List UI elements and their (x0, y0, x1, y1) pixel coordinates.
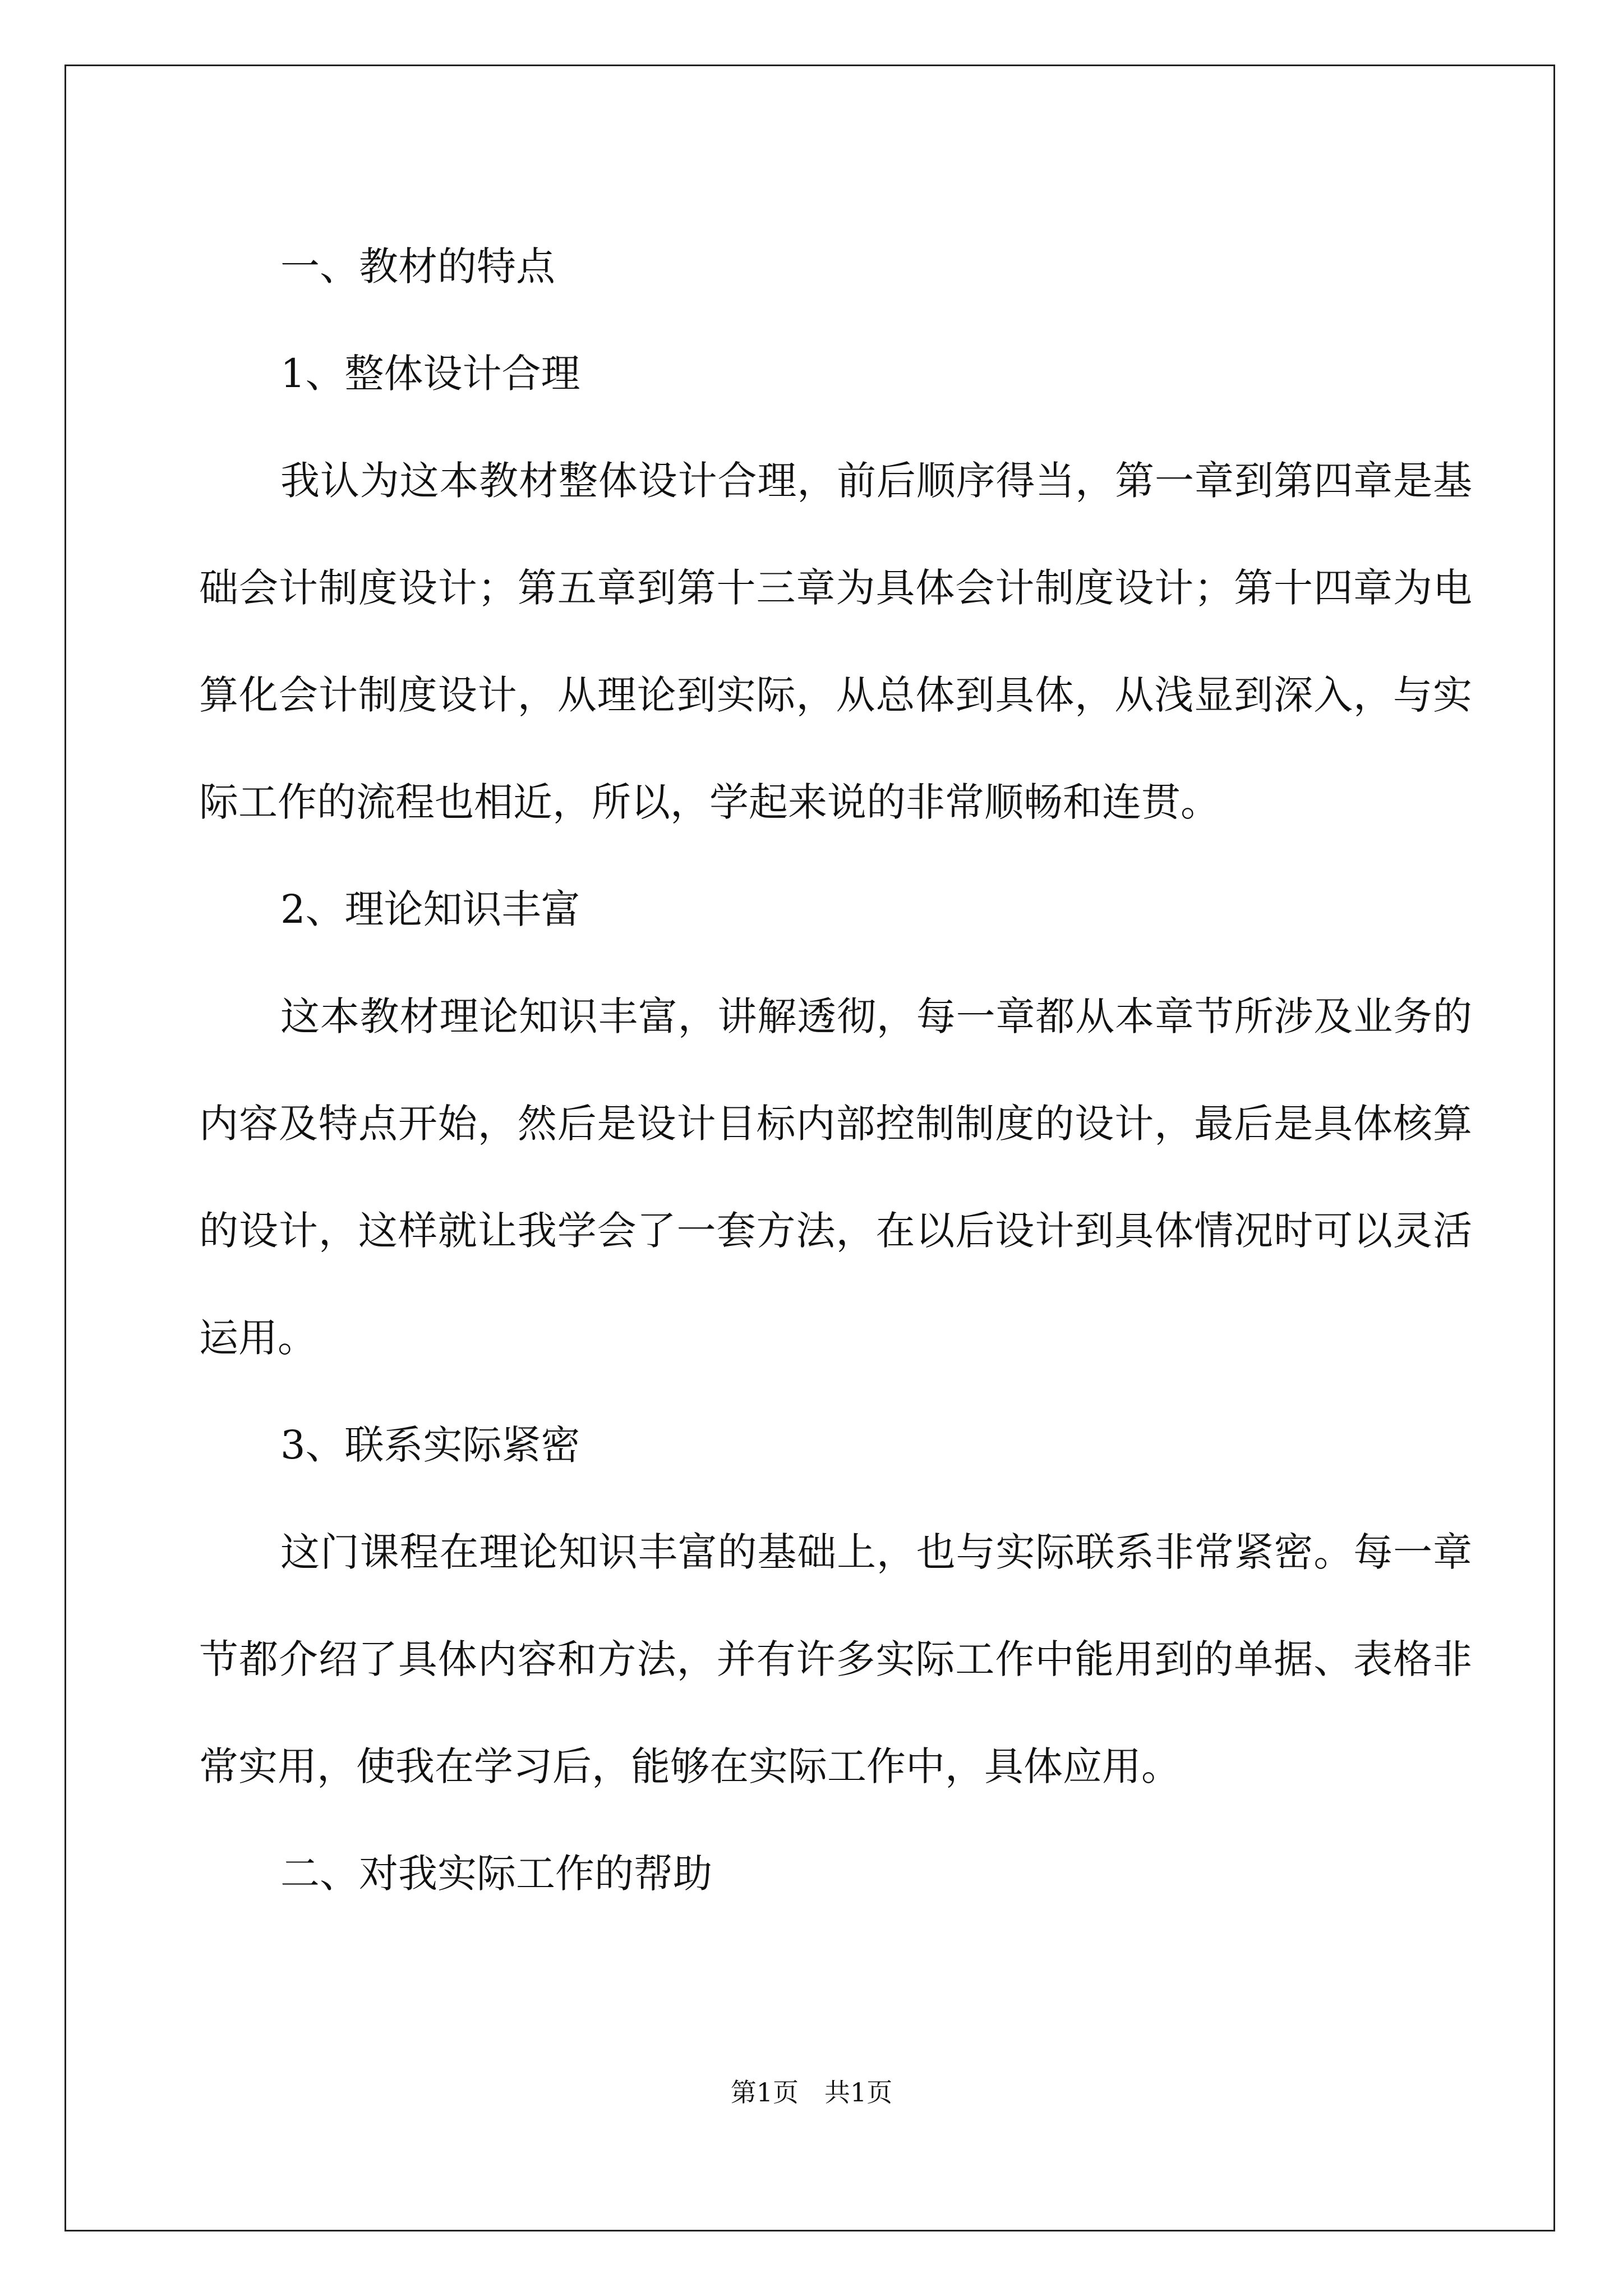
paragraph-3: 这门课程在理论知识丰富的基础上，也与实际联系非常紧密。每一章节都介绍了具体内容和方法，并有许多实际工作中能用到的单据、表格非常实用，使我在学习后，能够在实际工作中，具体应用。 (199, 1529, 1472, 1789)
section-heading-2: 二、对我实际工作的帮助 (280, 1851, 712, 1897)
subsection-heading-3: 3、联系实际紧密 (280, 1422, 580, 1468)
paragraph-1: 我认为这本教材整体设计合理，前后顺序得当，第一章到第四章是基础会计制度设计；第五章到第十三章为具体会计制度设计；第十四章为电算化会计制度设计，从理论到实际，从总体到具体，从浅显到深入，与实际工作的流程也相近，所以，学起来说的非常顺畅和连贯。 (199, 458, 1472, 825)
section-heading-1: 一、教材的特点 (280, 243, 555, 289)
paragraph-2: 这本教材理论知识丰富，讲解透彻，每一章都从本章节所涉及业务的内容及特点开始，然后是设计目标内部控制制度的设计，最后是具体核算的设计，这样就让我学会了一套方法，在以后设计到具体情况时可以灵活运用。 (199, 993, 1472, 1361)
document-body (199, 213, 1472, 1927)
page-footer: 第1页 共1页 (730, 2077, 893, 2108)
subsection-heading-2: 2、理论知识丰富 (280, 886, 580, 932)
subsection-heading-1: 1、整体设计合理 (280, 351, 580, 397)
